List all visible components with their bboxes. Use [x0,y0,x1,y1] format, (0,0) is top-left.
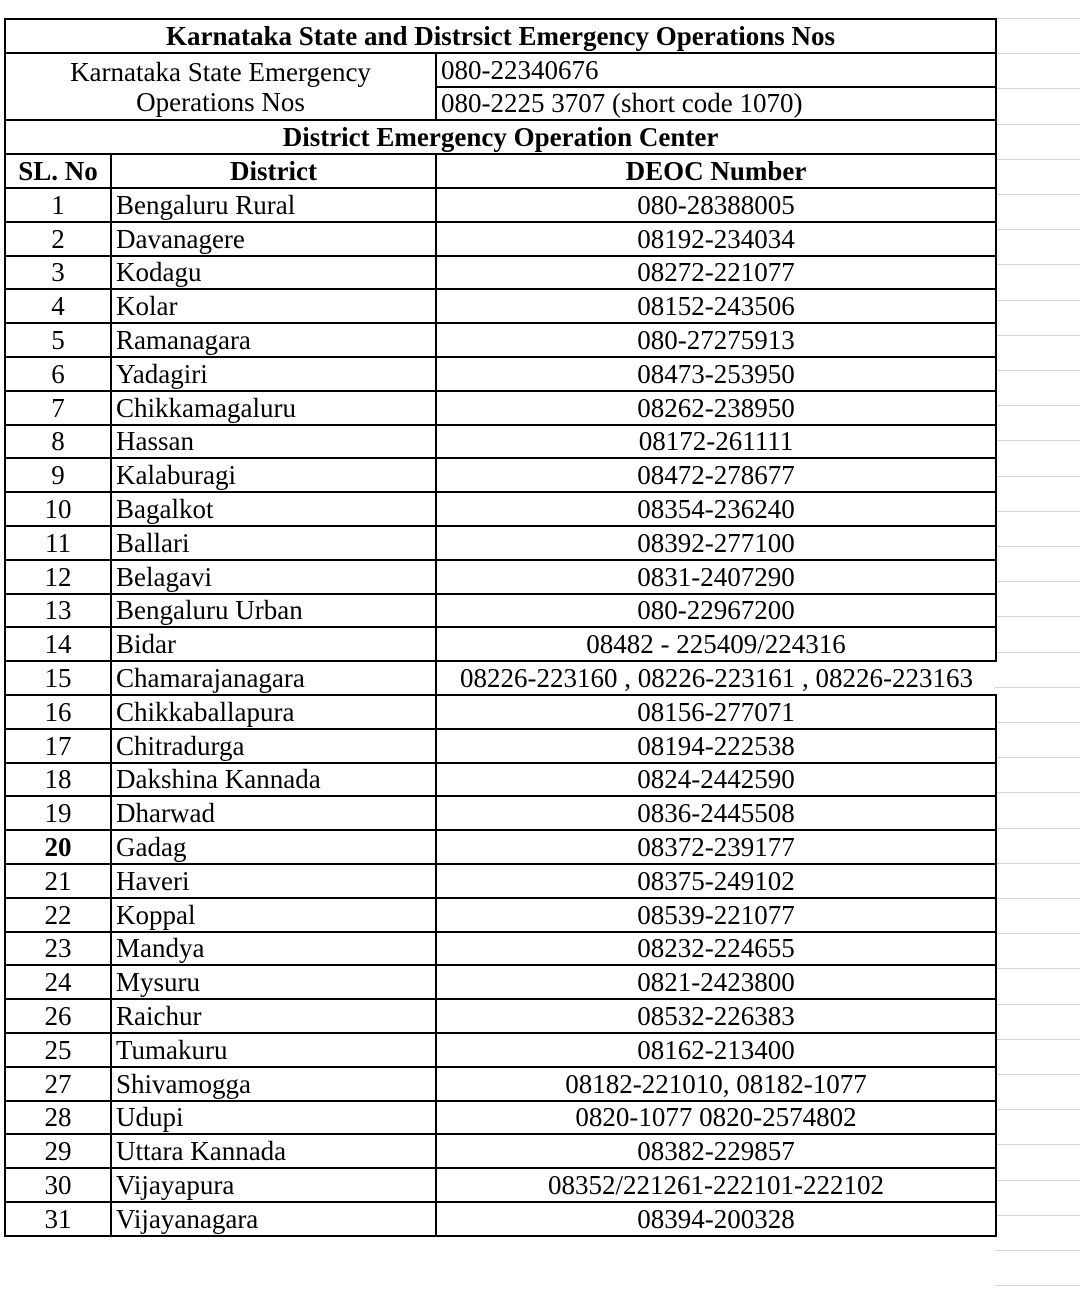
gridline [995,405,1080,406]
spreadsheet-gridlines [995,18,1080,1286]
state-row-1 [5,53,996,87]
table-row [5,864,996,898]
sl-cell: 27 [5,1067,111,1101]
gridline [995,933,1080,934]
gridline [995,370,1080,371]
deoc-number-cell: 080-27275913 [436,323,996,357]
gridline [995,828,1080,829]
sl-cell: 18 [5,763,111,797]
district-cell: Vijayapura [111,1168,436,1202]
deoc-number-cell: 08182-221010, 08182-1077 [436,1067,996,1101]
state-label [5,53,436,121]
district-cell: Haveri [111,864,436,898]
gridline [995,440,1080,441]
sl-cell: 9 [5,458,111,492]
district-cell: Yadagiri [111,357,436,391]
district-cell: Chikkaballapura [111,695,436,729]
district-cell: Kodagu [111,256,436,290]
deoc-number-cell: 08482 - 225409/224316 [436,627,996,661]
sl-cell: 21 [5,864,111,898]
gridline [995,264,1080,265]
table-row [5,222,996,256]
gridline [995,616,1080,617]
state-label-line2: Operations Nos [136,86,305,117]
table-row [5,1033,996,1067]
district-cell: Chikkamagaluru [111,391,436,425]
table-row [5,425,996,459]
gridline [995,476,1080,477]
sl-cell: 20 [5,830,111,864]
deoc-number-cell: 08352/221261-222101-222102 [436,1168,996,1202]
deoc-number-cell: 08375-249102 [436,864,996,898]
district-cell: Bengaluru Urban [111,594,436,628]
district-cell: Koppal [111,898,436,932]
table-row [5,932,996,966]
table-row [5,1202,996,1236]
column-header-sl: SL. No [5,154,111,188]
gridline [995,757,1080,758]
district-cell: Gadag [111,830,436,864]
gridline [995,1180,1080,1181]
district-cell: Ramanagara [111,323,436,357]
sl-cell: 24 [5,965,111,999]
table-row [5,289,996,323]
state-label-line1: Karnataka State Emergency [70,56,371,87]
table-row [5,1101,996,1135]
district-cell: Uttara Kannada [111,1134,436,1168]
table-row [5,323,996,357]
gridline [995,687,1080,688]
gridline [995,53,1080,54]
table-row [5,1168,996,1202]
sl-cell: 22 [5,898,111,932]
gridline [995,1074,1080,1075]
sl-cell: 5 [5,323,111,357]
table-row [5,763,996,797]
gridline [995,581,1080,582]
table-title: Karnataka State and Distrsict Emergency Operations Nos [5,19,996,53]
table-row [5,594,996,628]
district-cell: Ballari [111,526,436,560]
deoc-number-cell: 08372-239177 [436,830,996,864]
gridline [995,159,1080,160]
district-cell: Chamarajanagara [111,661,436,695]
gridline [995,652,1080,653]
gridline [995,898,1080,899]
table-row [5,796,996,830]
gridline [995,1144,1080,1145]
section-title: District Emergency Operation Center [5,120,996,154]
table-row [5,1134,996,1168]
sl-cell: 11 [5,526,111,560]
gridline [995,1250,1080,1251]
table-row [5,492,996,526]
gridline [995,88,1080,89]
gridline [995,124,1080,125]
gridline [995,229,1080,230]
district-cell: Davanagere [111,222,436,256]
deoc-number-cell: 08539-221077 [436,898,996,932]
gridline [995,792,1080,793]
district-cell: Bidar [111,627,436,661]
deoc-number-cell: 08152-243506 [436,289,996,323]
district-cell: Raichur [111,999,436,1033]
district-cell: Kolar [111,289,436,323]
table-row [5,357,996,391]
gridline [995,722,1080,723]
deoc-number-cell: 08473-253950 [436,357,996,391]
gridline [995,335,1080,336]
district-cell: Dakshina Kannada [111,763,436,797]
table-row [5,526,996,560]
deoc-number-cell: 08262-238950 [436,391,996,425]
sl-cell: 6 [5,357,111,391]
deoc-number-cell: 0831-2407290 [436,560,996,594]
district-cell: Belagavi [111,560,436,594]
table-row [5,661,996,695]
deoc-number-cell: 08354-236240 [436,492,996,526]
sl-cell: 23 [5,932,111,966]
deoc-number-cell: 08162-213400 [436,1033,996,1067]
table-row [5,729,996,763]
gridline [995,863,1080,864]
sl-cell: 15 [5,661,111,695]
sl-cell: 30 [5,1168,111,1202]
district-cell: Shivamogga [111,1067,436,1101]
gridline [995,968,1080,969]
deoc-number-cell: 080-28388005 [436,188,996,222]
district-cell: Kalaburagi [111,458,436,492]
sl-cell: 31 [5,1202,111,1236]
table-row [5,256,996,290]
table-row [5,627,996,661]
deoc-number-cell: 08192-234034 [436,222,996,256]
gridline [995,1004,1080,1005]
sl-cell: 10 [5,492,111,526]
sl-cell: 13 [5,594,111,628]
deoc-number-cell: 08532-226383 [436,999,996,1033]
gridline [995,511,1080,512]
deoc-number-cell: 080-22967200 [436,594,996,628]
deoc-number-cell: 08272-221077 [436,256,996,290]
column-header-number: DEOC Number [436,154,996,188]
sl-cell: 4 [5,289,111,323]
sl-cell: 26 [5,999,111,1033]
deoc-number-cell: 08472-278677 [436,458,996,492]
district-cell: Bengaluru Rural [111,188,436,222]
sl-cell: 28 [5,1101,111,1135]
table-row [5,188,996,222]
table-row [5,999,996,1033]
deoc-number-cell: 08172-261111 [436,425,996,459]
column-header-row [5,154,996,188]
district-cell: Hassan [111,425,436,459]
gridline [995,546,1080,547]
section-row [5,120,996,154]
gridline [995,300,1080,301]
emergency-numbers-table [4,18,997,1237]
district-cell: Bagalkot [111,492,436,526]
district-cell: Dharwad [111,796,436,830]
table-row [5,898,996,932]
sl-cell: 29 [5,1134,111,1168]
state-number-1: 080-22340676 [436,53,996,87]
table-row [5,391,996,425]
gridline [995,1215,1080,1216]
district-cell: Chitradurga [111,729,436,763]
gridline [995,1109,1080,1110]
district-cell: Tumakuru [111,1033,436,1067]
sl-cell: 17 [5,729,111,763]
sl-cell: 7 [5,391,111,425]
gridline [995,18,1080,19]
deoc-number-cell: 08232-224655 [436,932,996,966]
district-cell: Mysuru [111,965,436,999]
table-row [5,695,996,729]
table-row [5,830,996,864]
deoc-number-cell: 08392-277100 [436,526,996,560]
deoc-number-cell: 0824-2442590 [436,763,996,797]
sl-cell: 8 [5,425,111,459]
sl-cell: 1 [5,188,111,222]
sl-cell: 25 [5,1033,111,1067]
deoc-number-cell: 0821-2423800 [436,965,996,999]
column-header-district: District [111,154,436,188]
sl-cell: 16 [5,695,111,729]
state-number-2: 080-2225 3707 (short code 1070) [436,87,996,121]
gridline [995,1039,1080,1040]
gridline [995,194,1080,195]
title-row [5,19,996,53]
deoc-number-cell: 08156-277071 [436,695,996,729]
deoc-number-cell: 08394-200328 [436,1202,996,1236]
gridline [995,1285,1080,1286]
sl-cell: 2 [5,222,111,256]
deoc-number-cell: 08194-222538 [436,729,996,763]
deoc-number-cell: 08382-229857 [436,1134,996,1168]
sl-cell: 12 [5,560,111,594]
sl-cell: 14 [5,627,111,661]
deoc-number-cell: 08226-223160 , 08226-223161 , 08226-223163 [436,661,996,695]
deoc-number-cell: 0836-2445508 [436,796,996,830]
deoc-number-cell: 0820-1077 0820-2574802 [436,1101,996,1135]
table-row [5,965,996,999]
sl-cell: 3 [5,256,111,290]
district-cell: Mandya [111,932,436,966]
district-cell: Vijayanagara [111,1202,436,1236]
sl-cell: 19 [5,796,111,830]
table-row [5,458,996,492]
table-row [5,560,996,594]
district-cell: Udupi [111,1101,436,1135]
table-row [5,1067,996,1101]
